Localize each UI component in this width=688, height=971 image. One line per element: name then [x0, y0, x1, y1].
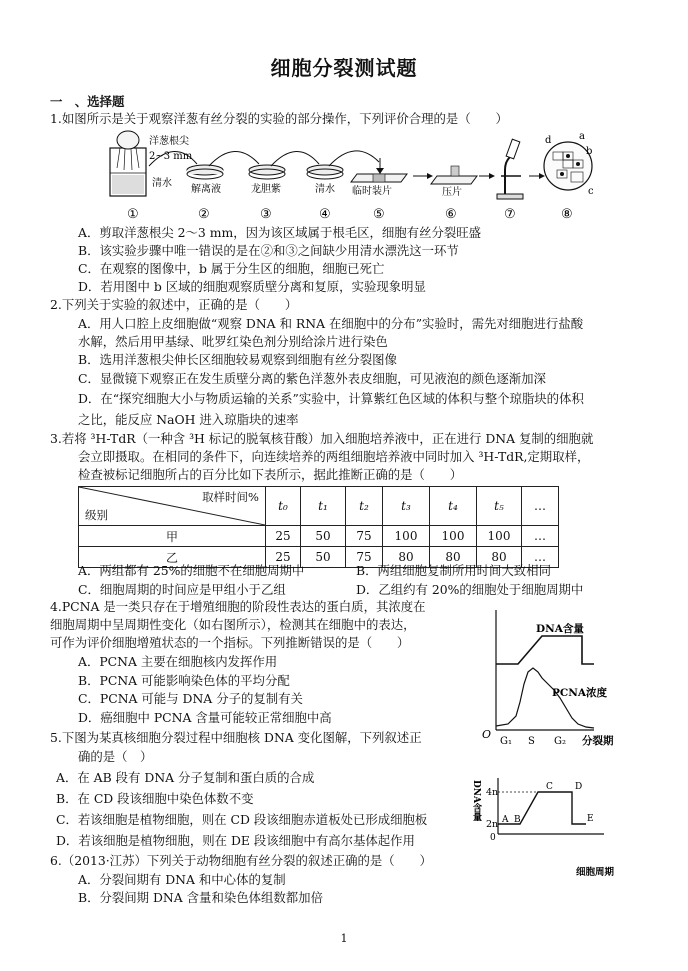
q1-option-c: C．在观察的图像中，b 属于分生区的细胞，细胞已死亡: [78, 261, 385, 276]
table-header: t₁: [301, 487, 346, 526]
q4-line-1: 4.PCNA 是一类只存在于增殖细胞的阶段性表达的蛋白质，其浓度在: [50, 599, 426, 614]
fig-num-7: ⑦: [504, 207, 516, 222]
row-name: 乙: [79, 547, 266, 568]
q5-line-2: 确的是（ ）: [78, 749, 153, 764]
table-cell: 80: [477, 547, 522, 568]
tick-s: S: [528, 736, 535, 747]
q4-option-d: D．癌细胞中 PCNA 含量可能较正常细胞中高: [78, 710, 332, 725]
q2-option-a: A．用人口腔上皮细胞做“观察 DNA 和 RNA 在细胞中的分布”实验时，需先对细胞进行盐酸: [78, 316, 584, 331]
q3-line-1: 3.若将 ³H-TdR（一种含 ³H 标记的脱氧核苷酸）加入细胞培养液中，正在进行 DNA 复制的细胞就: [50, 431, 594, 446]
dna-label: DNA含量: [536, 623, 584, 635]
fig-num-6: ⑥: [445, 207, 457, 222]
q3-table: [78, 486, 559, 568]
table-corner-cell: [79, 487, 266, 526]
q2-option-d: D．在“探究细胞大小与物质运输的关系”实验中，计算紫红色区域的体积与整个琼脂块的体积: [78, 391, 584, 406]
dish-4: [307, 165, 343, 179]
page-title: 细胞分裂测试题: [270, 56, 418, 80]
label-a: a: [579, 131, 585, 142]
press-label: 压片: [442, 187, 462, 198]
q5-option-b: B．在 CD 段该细胞中染色体数不变: [56, 791, 254, 806]
q3-option-a: A．两组都有 25%的细胞不在细胞周期中: [78, 563, 305, 578]
q1-option-a: A．剪取洋葱根尖 2～3 mm，因为该区域属于根毛区，细胞有丝分裂旺盛: [78, 225, 482, 240]
table-header: t₃: [383, 487, 430, 526]
label-c: c: [588, 186, 594, 197]
microscope-illustration: [497, 139, 523, 199]
arrow-3-4: [271, 151, 319, 166]
label-d: d: [545, 135, 552, 146]
fig-num-1: ①: [127, 207, 139, 222]
fig-num-4: ④: [319, 207, 331, 222]
length-label: 2~3 mm: [149, 151, 193, 162]
table-header: …: [522, 487, 559, 526]
tick-2n: 2n: [486, 819, 499, 830]
dish3-label: 龙胆紫: [251, 184, 281, 195]
section-heading: 一 、选择题: [50, 94, 125, 109]
q5-origin: 0: [490, 833, 496, 843]
q5-x-label: 细胞周期: [576, 867, 615, 878]
q3-option-c: C．细胞周期的时间应是甲组小于乙组: [78, 582, 286, 597]
table-cell: 75: [346, 526, 383, 547]
q1-stem: 1.如图所示是关于观察洋葱有丝分裂的实验的部分操作，下列评价合理的是（ ）: [50, 111, 508, 126]
dish2-label: 解离液: [191, 184, 221, 195]
fig-num-8: ⑧: [561, 207, 573, 222]
table-cell: 75: [346, 547, 383, 568]
table-cell: 80: [430, 547, 477, 568]
onion-beaker-illustration: [110, 131, 146, 196]
microscope-field-of-view: [544, 142, 592, 190]
q3-option-d: D．乙组约有 20%的细胞处于细胞周期中: [356, 582, 584, 597]
table-cell: 80: [383, 547, 430, 568]
table-header: t₀: [266, 487, 301, 526]
point-d: D: [575, 782, 583, 792]
q2-option-a-cont: 水解，然后用甲基绿、吡罗红染色剂分别给涂片进行染色: [78, 334, 388, 349]
table-cell: 50: [301, 547, 346, 568]
q1-figure: [105, 128, 605, 226]
q5-dna-line: [498, 792, 586, 824]
table-cell: 50: [301, 526, 346, 547]
q4-x-label: 分裂期: [582, 735, 614, 747]
q4-option-a: A．PCNA 主要在细胞核内发挥作用: [78, 654, 278, 669]
dna-content-line: [496, 636, 594, 664]
q2-stem: 2.下列关于实验的叙述中，正确的是（ ）: [50, 297, 298, 312]
q4-option-c: C．PCNA 可能与 DNA 分子的复制有关: [78, 691, 303, 706]
tick-g2: G₂: [554, 736, 566, 747]
dish-2: [187, 165, 223, 179]
pcna-label: PCNA浓度: [552, 687, 607, 699]
slide-label: 临时装片: [352, 186, 392, 197]
table-cell: 100: [477, 526, 522, 547]
q2-option-b: B．选用洋葱根尖伸长区细胞较易观察到细胞有丝分裂图像: [78, 352, 397, 367]
table-row: [79, 526, 559, 547]
q5-option-d: D．若该细胞是植物细胞，则在 DE 段该细胞中有高尔基体起作用: [56, 833, 415, 848]
q4-option-b: B．PCNA 可能影响染色体的平均分配: [78, 673, 290, 688]
q3-option-b: B．两组细胞复制所用时间大致相同: [356, 563, 551, 578]
page-number: 1: [340, 932, 348, 945]
q4-line-3: 可作为评价细胞增殖状态的一个指标。下列推断错误的是（ ）: [50, 635, 410, 650]
table-cell: …: [522, 547, 559, 568]
point-e: E: [587, 814, 594, 824]
label-b: b: [586, 146, 593, 157]
table-cell: 100: [383, 526, 430, 547]
table-header: t₄: [430, 487, 477, 526]
dish4-label: 清水: [315, 184, 335, 195]
q2-option-c: C．显微镜下观察正在发生质壁分离的紫色洋葱外表皮细胞，可见液泡的颜色逐渐加深: [78, 371, 546, 386]
q3-line-2: 会立即摄取。在相同的条件下，向连续培养的两组细胞培养液中同时加入 ³H-TdR,定期取样，: [78, 449, 590, 464]
q6-stem: 6.（2013·江苏）下列关于动物细胞有丝分裂的叙述正确的是（ ）: [50, 853, 432, 868]
q4-line-2: 细胞周期中呈周期性变化（如右图所示），检测其在细胞中的表达，: [50, 617, 416, 632]
table-cell: 25: [266, 526, 301, 547]
table-header: t₅: [477, 487, 522, 526]
root-tip-label: 洋葱根尖: [149, 136, 189, 147]
table-cell: 25: [266, 547, 301, 568]
q2-option-d-cont: 之比，能反应 NaOH 进入琼脂块的速率: [78, 412, 299, 427]
press-illustration: [431, 166, 477, 184]
table-header: t₂: [346, 487, 383, 526]
arrow-4-5: [329, 151, 379, 166]
table-cell: …: [522, 526, 559, 547]
q6-option-b: B．分裂间期 DNA 含量和染色体组数都加倍: [78, 890, 323, 905]
corner-bottom-label: 级别: [85, 508, 108, 522]
water-label: 清水: [152, 178, 172, 189]
dish-3: [249, 165, 285, 179]
fig-num-3: ③: [260, 207, 272, 222]
point-a: A: [502, 815, 509, 825]
point-b: B: [514, 815, 521, 825]
tick-4n: 4n: [486, 787, 499, 798]
tick-g1: G₁: [500, 736, 512, 747]
q5-dna-chart: [471, 772, 634, 882]
row-name: 甲: [79, 526, 266, 547]
q5-line-1: 5.下图为某真核细胞分裂过程中细胞核 DNA 变化图解，下列叙述正: [50, 730, 422, 745]
point-c: C: [546, 782, 553, 792]
table-header-row: [79, 487, 559, 526]
q6-option-a: A．分裂间期有 DNA 和中心体的复制: [78, 872, 286, 887]
corner-top-label: 取样时间%: [202, 490, 259, 504]
table-cell: 100: [430, 526, 477, 547]
q5-y-label: DNA含量: [471, 780, 481, 822]
fig-num-2: ②: [198, 207, 210, 222]
q1-option-b: B．该实验步骤中唯一错误的是在②和③之间缺少用清水漂洗这一环节: [78, 243, 459, 258]
q5-option-c: C．若该细胞是植物细胞，则在 CD 段该细胞赤道板处已形成细胞板: [56, 812, 428, 827]
q4-origin: O: [482, 728, 492, 741]
q5-option-a: A．在 AB 段有 DNA 分子复制和蛋白质的合成: [56, 770, 315, 785]
q4-pcna-chart: [478, 606, 638, 754]
q1-option-d: D．若用图中 b 区域的细胞观察质壁分离和复原，实验现象明显: [78, 279, 426, 294]
arrow-2-3: [209, 151, 259, 166]
fig-num-5: ⑤: [373, 207, 385, 222]
q3-line-3: 检查被标记细胞所占的百分比如下表所示，据此推断正确的是（ ）: [78, 467, 463, 482]
